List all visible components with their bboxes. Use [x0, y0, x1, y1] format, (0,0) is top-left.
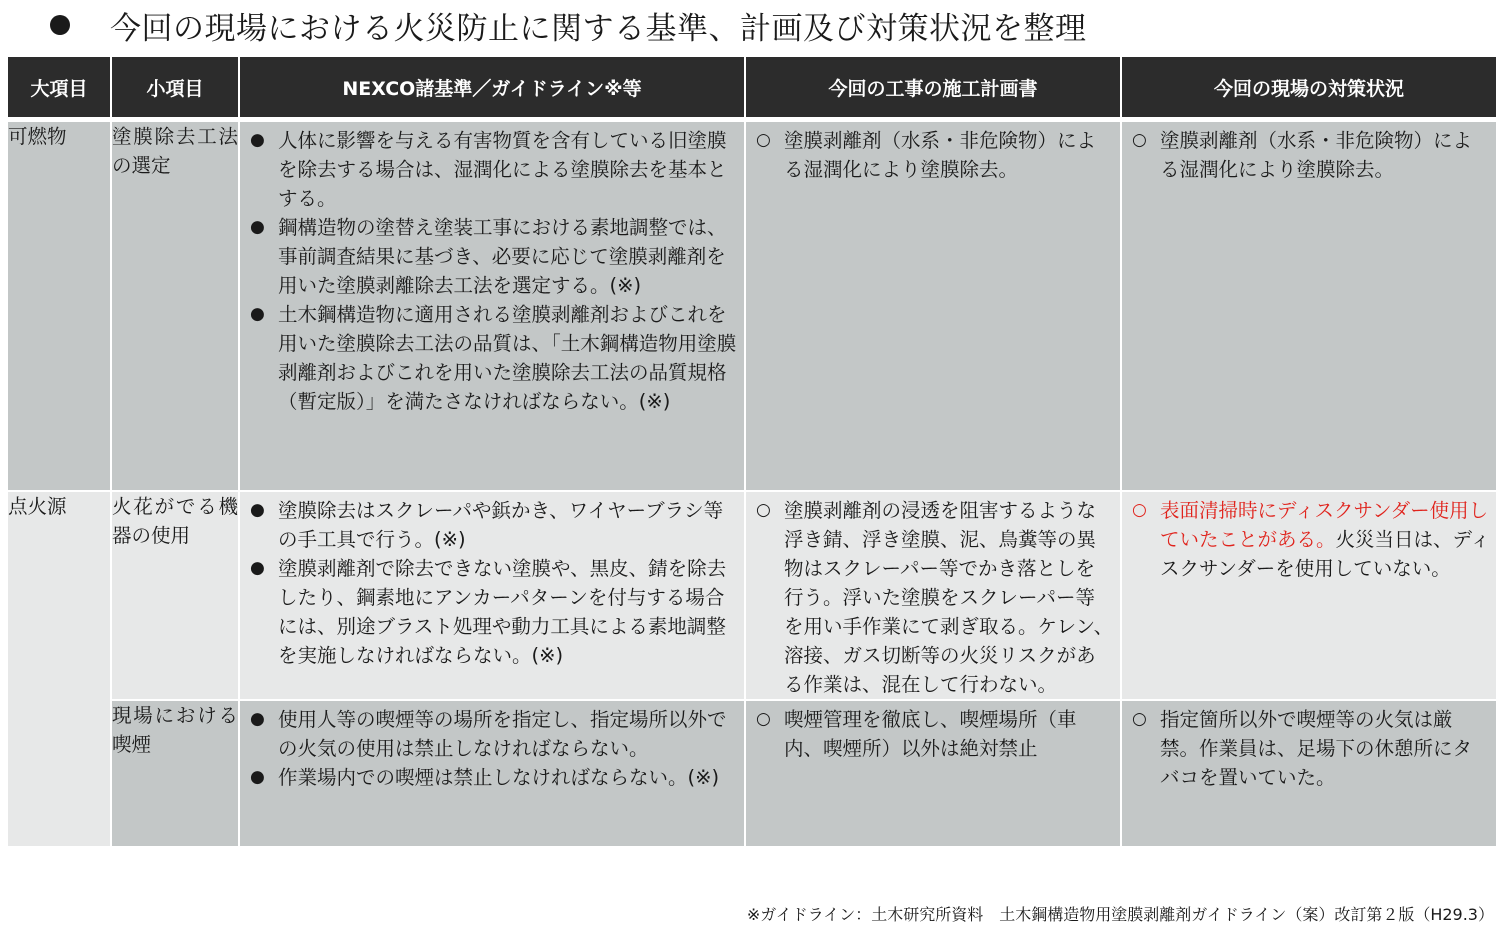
nexco-cell: [239, 491, 745, 700]
circle-icon: ○: [1132, 130, 1147, 150]
major-item-flammable: 可燃物: [7, 121, 111, 491]
bullet-icon: ●: [250, 130, 265, 150]
nexco-cell: [239, 700, 745, 846]
title-bullet-icon: [50, 15, 70, 35]
list-item: ○ 塗膜剥離剤の浸透を阻害するような浮き錆、浮き塗膜、泥、鳥糞等の異物はスクレーパー等でかき落としを行う。浮いた塗膜をスクレーパー等を用い手作業にて剥ぎ取る。ケレン、溶接、ガス切断等の火災リスクがある作業は、混在して行わない。: [756, 496, 1114, 699]
list-item: ○ 塗膜剥離剤（水系・非危険物）による湿潤化により塗膜除去。: [756, 126, 1114, 184]
bullet-icon: ●: [250, 767, 265, 787]
status-cell: [1121, 491, 1497, 700]
page-title-text: 今回の現場における火災防止に関する基準、計画及び対策状況を整理: [110, 10, 1087, 47]
bullet-icon: ●: [250, 217, 265, 237]
list-item: ● 人体に影響を与える有害物質を含有している旧塗膜を除去する場合は、湿潤化による塗膜除去を基本とする。: [250, 126, 738, 213]
bullet-icon: ●: [250, 500, 265, 520]
header-status: 今回の現場の対策状況: [1121, 57, 1497, 117]
list-item: ○ 塗膜剥離剤（水系・非危険物）による湿潤化により塗膜除去。: [1132, 126, 1490, 184]
status-cell: [1121, 700, 1497, 846]
circle-icon: ○: [756, 500, 771, 520]
circle-icon: ○: [756, 130, 771, 150]
status-cell: [1121, 121, 1497, 491]
minor-item: 火花がでる機器の使用: [111, 491, 239, 700]
list-item: ● 使用人等の喫煙等の場所を指定し、指定場所以外での火気の使用は禁止しなければならない。: [250, 705, 738, 763]
plan-cell: [745, 121, 1121, 491]
list-item: ● 作業場内での喫煙は禁止しなければならない。(※): [250, 763, 738, 792]
plan-cell: [745, 491, 1121, 700]
list-item: ● 土木鋼構造物に適用される塗膜剥離剤およびこれを用いた塗膜除去工法の品質は、「土木鋼構造物用塗膜剥離剤およびこれを用いた塗膜除去工法の品質規格（暫定版）」を満たさなければならない。(※): [250, 300, 738, 416]
header-row: [7, 57, 1497, 117]
comparison-table: [6, 57, 1498, 846]
bullet-icon: ●: [250, 304, 265, 324]
header-nexco: NEXCO諸基準／ガイドライン※等: [239, 57, 745, 117]
header-minor: 小項目: [111, 57, 239, 117]
page-title: [50, 2, 1087, 48]
table-row: [7, 700, 1497, 846]
circle-icon: ○: [1132, 500, 1147, 520]
list-item: ● 塗膜剥離剤で除去できない塗膜や、黒皮、錆を除去したり、鋼素地にアンカーパターンを付与する場合には、別途ブラスト処理や動力工具による素地調整を実施しなければならない。(※): [250, 554, 738, 670]
circle-icon: ○: [1132, 709, 1147, 729]
major-item-ignition: 点火源: [7, 491, 111, 846]
table-row: [7, 491, 1497, 700]
bullet-icon: ●: [250, 709, 265, 729]
circle-icon: ○: [756, 709, 771, 729]
list-item: ○ 喫煙管理を徹底し、喫煙場所（車内、喫煙所）以外は絶対禁止: [756, 705, 1114, 763]
minor-item: 塗膜除去工法の選定: [111, 121, 239, 491]
header-plan: 今回の工事の施工計画書: [745, 57, 1121, 117]
minor-item: 現場における喫煙: [111, 700, 239, 846]
footnote: ※ガイドライン：土木研究所資料 土木鋼構造物用塗膜剥離剤ガイドライン（案）改訂第２版（H29.3）: [746, 905, 1494, 924]
list-item: ○ 指定箇所以外で喫煙等の火気は厳禁。作業員は、足場下の休憩所にタバコを置いていた。: [1132, 705, 1490, 792]
plan-cell: [745, 700, 1121, 846]
nexco-cell: [239, 121, 745, 491]
highlight-text: 表面清掃時にディスクサンダー使用していたことがある。: [1160, 499, 1489, 551]
table-row: [7, 121, 1497, 491]
list-item: ● 塗膜除去はスクレーパや鋲かき、ワイヤーブラシ等の手工具で行う。(※): [250, 496, 738, 554]
header-major: 大項目: [7, 57, 111, 117]
list-item: ● 鋼構造物の塗替え塗装工事における素地調整では、事前調査結果に基づき、必要に応じて塗膜剥離剤を用いた塗膜剥離除去工法を選定する。(※): [250, 213, 738, 300]
bullet-icon: ●: [250, 558, 265, 578]
list-item: ○ 表面清掃時にディスクサンダー使用していたことがある。火災当日は、ディスクサンダーを使用していない。: [1132, 496, 1490, 583]
